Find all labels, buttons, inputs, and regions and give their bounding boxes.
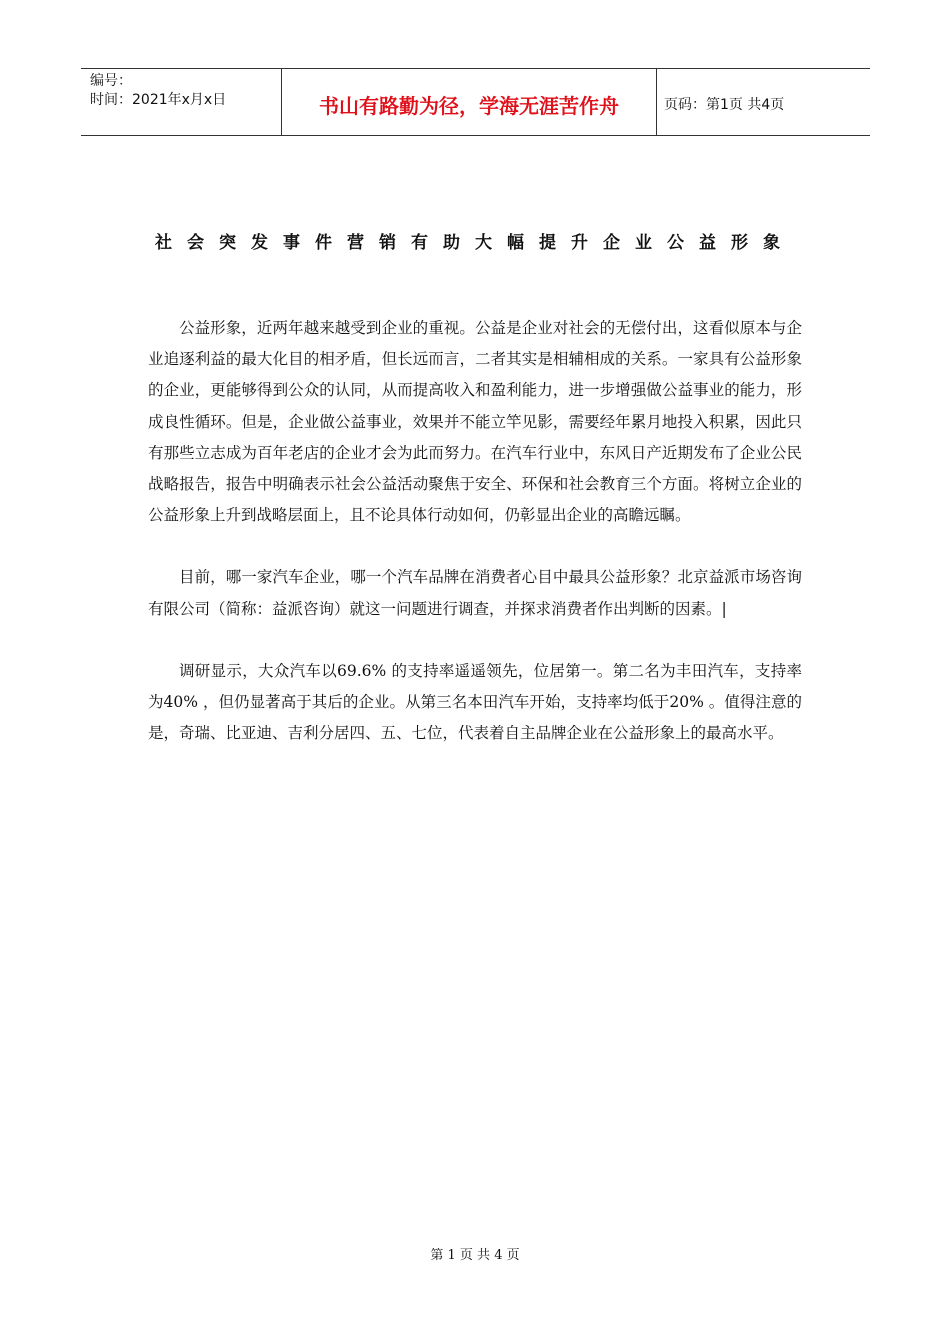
document-date: 时间：2021年x月x日 xyxy=(90,92,227,108)
header-meta xyxy=(81,69,282,135)
document-title: 社会突发事件营销有助大幅提升企业公益形象 xyxy=(155,233,795,253)
paragraph: 调研显示，大众汽车以69.6% 的支持率遥遥领先，位居第一。第二名为丰田汽车，支持率为40% ，但仍显著高于其后的企业。从第三名本田汽车开始，支持率均低于20% 。值得注意的是，奇瑞、比亚迪、吉利分居四、五、七位，代表着自主品牌企业在公益形象上的最高水平。 xyxy=(148,661,802,743)
document-number-label: 编号： xyxy=(90,73,132,89)
paragraph: 目前，哪一家汽车企业，哪一个汽车品牌在消费者心目中最具公益形象？北京益派市场咨询有限公司（简称：益派咨询）就这一问题进行调查，并探求消费者作出判断的因素。| xyxy=(148,568,802,618)
page-footer: 第 1 页 共 4 页 xyxy=(430,1248,520,1263)
document-body xyxy=(148,313,802,780)
paragraph: 公益形象，近两年越来越受到企业的重视。公益是企业对社会的无偿付出，这看似原本与企业追逐利益的最大化目的相矛盾，但长远而言，二者其实是相辅相成的关系。一家具有公益形象的企业，更能够得到公众的认同，从而提高收入和盈利能力，进一步增强做公益事业的能力，形成良性循环。但是，企业做公益事业，效果并不能立竿见影，需要经年累月地投入积累，因此只有那些立志成为百年老店的企业才会为此而努力。在汽车行业中，东风日产近期发布了企业公民战略报告，报告中明确表示社会公益活动聚焦于安全、环保和社会教育三个方面。将树立企业的公益形象上升到战略层面上，且不论具体行动如何，仍彰显出企业的高瞻远瞩。 xyxy=(148,319,802,525)
header-motto: 书山有路勤为径，学海无涯苦作舟 xyxy=(282,69,657,135)
header-table xyxy=(81,68,870,136)
header-page-info: 页码：第1页 共4页 xyxy=(664,97,785,113)
